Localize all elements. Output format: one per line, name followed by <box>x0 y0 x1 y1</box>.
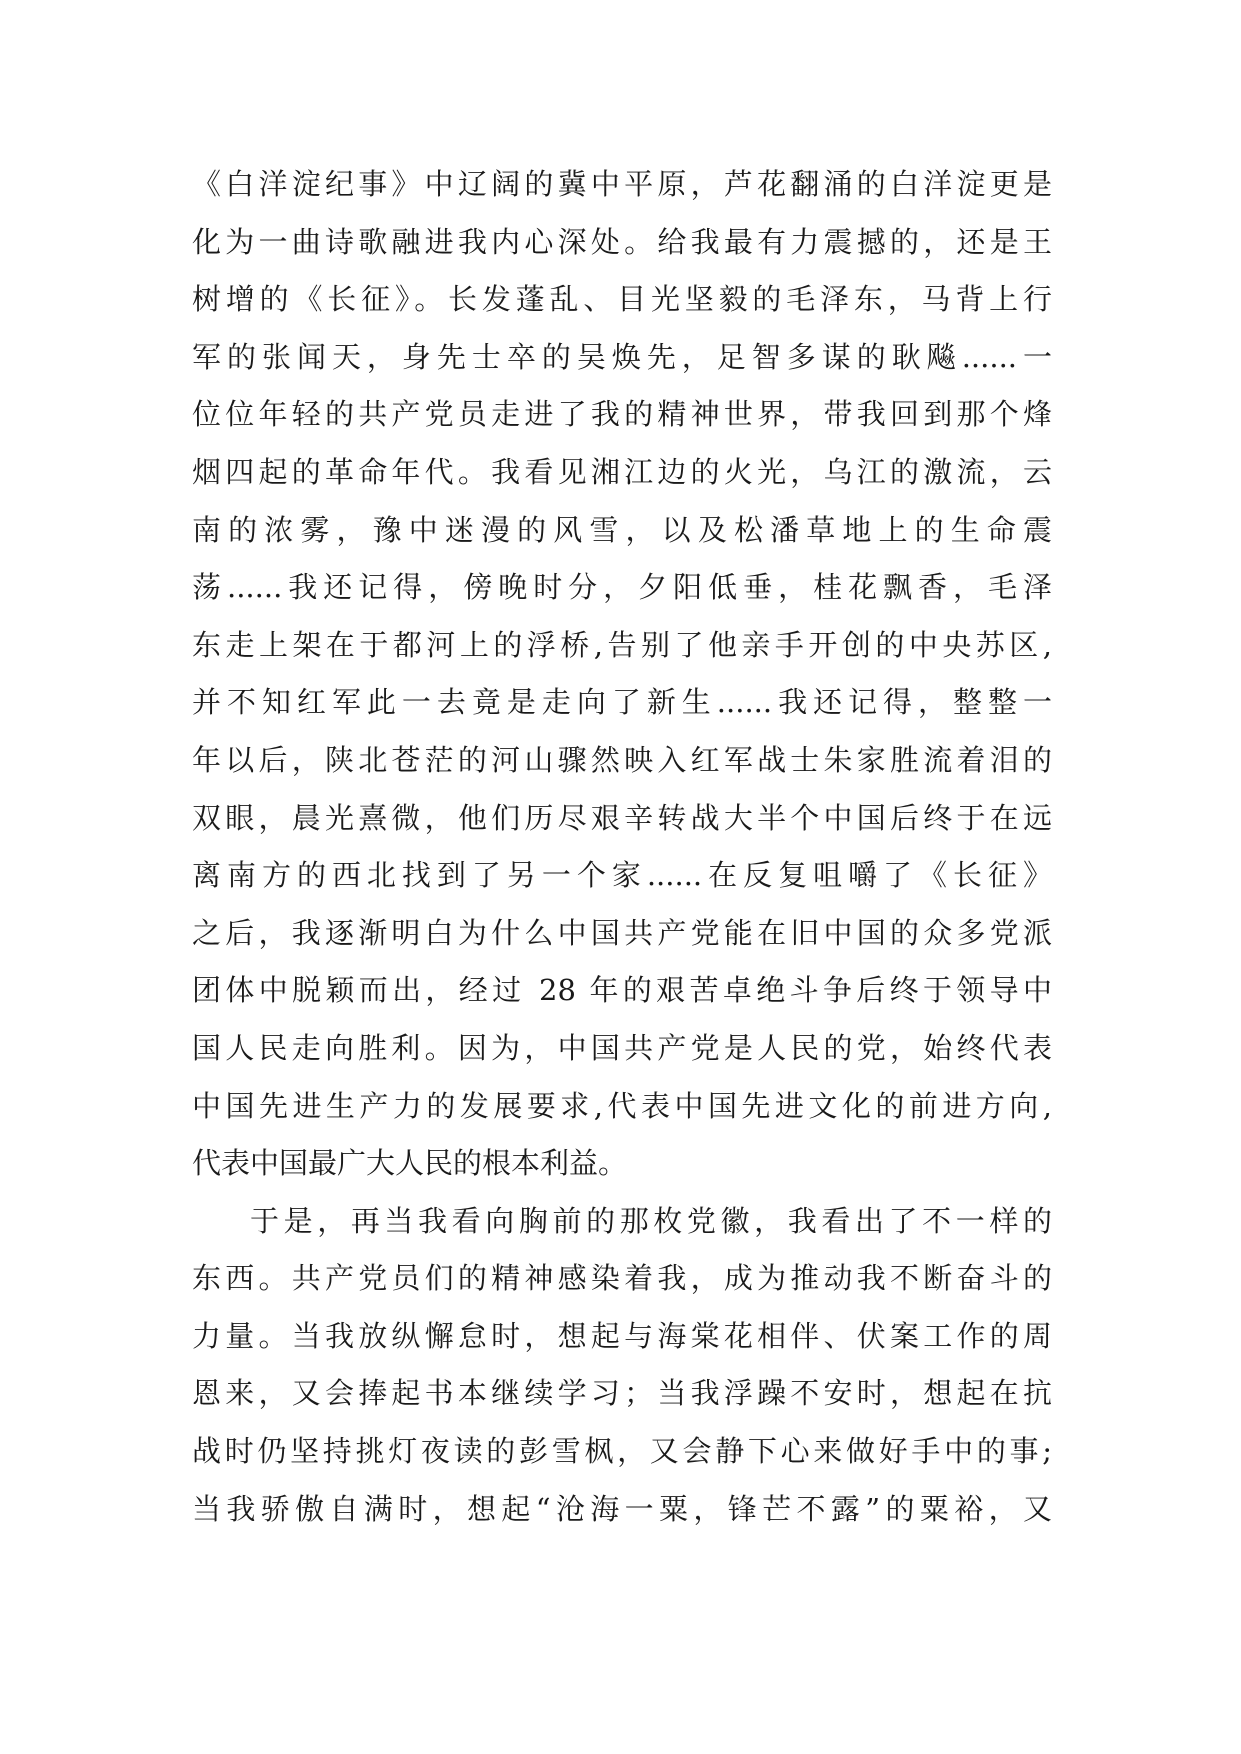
text-line: 并不知红军此一去竟是走向了新生......我还记得，整整一 <box>192 685 1052 720</box>
text-line: 树增的《长征》。长发蓬乱、目光坚毅的毛泽东，马背上行 <box>192 282 1052 317</box>
text-line: 东走上架在于都河上的浮桥,告别了他亲手开创的中央苏区, <box>192 627 1052 662</box>
text-line: 双眼，晨光熹微，他们历尽艰辛转战大半个中国后终于在远 <box>192 800 1052 835</box>
text-line: 离南方的西北找到了另一个家......在反复咀嚼了《长征》 <box>192 858 1052 893</box>
text-line: 团体中脱颖而出，经过 28 年的艰苦卓绝斗争后终于领导中 <box>192 973 1052 1008</box>
text-line: 《白洋淀纪事》中辽阔的冀中平原，芦花翻涌的白洋淀更是 <box>192 167 1052 201</box>
text-line: 战时仍坚持挑灯夜读的彭雪枫，又会静下心来做好手中的事; <box>192 1434 1052 1469</box>
body-text <box>192 156 1052 1538</box>
text-line: 恩来，又会捧起书本继续学习；当我浮躁不安时，想起在抗 <box>192 1376 1052 1411</box>
paragraph-2 <box>192 1193 1052 1539</box>
text-line: 当我骄傲自满时，想起“沧海一粟，锋芒不露”的粟裕，又 <box>192 1491 1052 1526</box>
text-line: 年以后，陕北苍茫的河山骤然映入红军战士朱家胜流着泪的 <box>192 742 1052 777</box>
text-line: 南的浓雾，豫中迷漫的风雪，以及松潘草地上的生命震 <box>192 512 1052 547</box>
paragraph-1 <box>192 156 1052 1193</box>
text-line: 之后，我逐渐明白为什么中国共产党能在旧中国的众多党派 <box>192 915 1052 950</box>
text-line: 荡......我还记得，傍晚时分，夕阳低垂，桂花飘香，毛泽 <box>192 570 1052 605</box>
text-line: 军的张闻天，身先士卒的吴焕先，足智多谋的耿飚......一 <box>192 339 1052 374</box>
text-line: 位位年轻的共产党员走进了我的精神世界，带我回到那个烽 <box>192 397 1052 432</box>
text-line: 代表中国最广大人民的根本利益。 <box>192 1146 628 1181</box>
text-line: 中国先进生产力的发展要求,代表中国先进文化的前进方向, <box>192 1088 1052 1123</box>
text-line: 化为一曲诗歌融进我内心深处。给我最有力震撼的，还是王 <box>192 224 1052 259</box>
text-line: 于是，再当我看向胸前的那枚党徽，我看出了不一样的 <box>250 1203 1052 1238</box>
text-line: 东西。共产党员们的精神感染着我，成为推动我不断奋斗的 <box>192 1261 1052 1296</box>
text-line: 力量。当我放纵懈怠时，想起与海棠花相伴、伏案工作的周 <box>192 1318 1052 1353</box>
text-line: 烟四起的革命年代。我看见湘江边的火光，乌江的激流，云 <box>192 454 1052 489</box>
text-line: 国人民走向胜利。因为，中国共产党是人民的党，始终代表 <box>192 1030 1052 1065</box>
